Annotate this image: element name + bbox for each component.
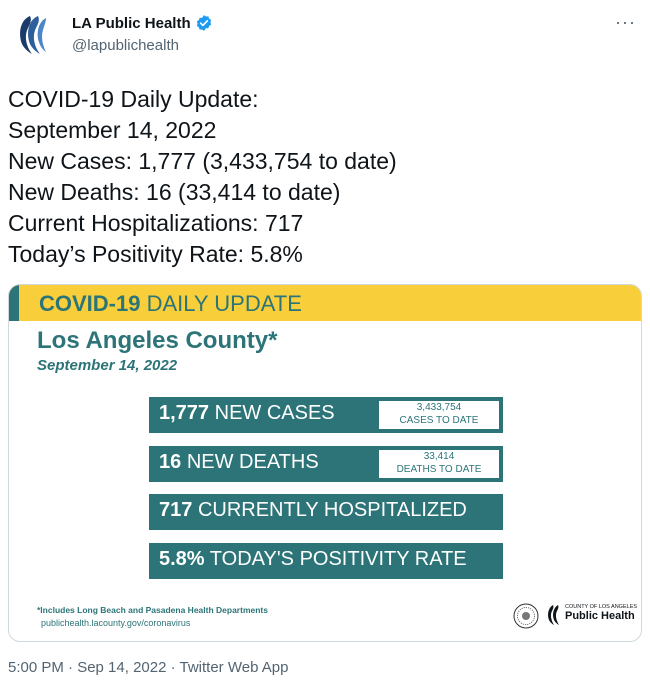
banner-title-rest: DAILY UPDATE	[146, 291, 302, 316]
tweet-line: Current Hospitalizations: 717	[8, 210, 304, 236]
stat-value: 717	[159, 499, 193, 521]
stat-value: 5.8%	[159, 548, 205, 570]
tweet-image[interactable]	[8, 284, 642, 642]
stat-value: 1,777	[159, 402, 210, 424]
stat-to-date-label: CASES TO DATE	[399, 415, 479, 426]
logo-subtitle: COUNTY OF LOS ANGELES	[565, 604, 638, 610]
stat-text: NEW CASES	[214, 402, 335, 424]
banner-title-bold: COVID-19	[39, 291, 141, 316]
update-banner	[9, 285, 641, 321]
stat-new-cases	[149, 397, 503, 433]
avatar[interactable]	[8, 8, 58, 58]
stat-to-date	[379, 450, 499, 478]
tweet-line: September 14, 2022	[8, 117, 217, 143]
tweet-line: New Cases: 1,777 (3,433,754 to date)	[8, 148, 397, 174]
account-name-text[interactable]: LA Public Health	[72, 14, 191, 32]
stat-to-date-value: 33,414	[423, 451, 455, 462]
stat-to-date-value: 3,433,754	[416, 402, 462, 413]
stat-label	[159, 451, 319, 474]
stat-label	[159, 548, 467, 571]
tweet-line: New Deaths: 16 (33,414 to date)	[8, 179, 341, 205]
stat-label	[159, 402, 335, 425]
account-handle[interactable]: @lapublichealth	[72, 37, 179, 54]
more-options-icon[interactable]: ···	[615, 12, 636, 32]
county-heading: Los Angeles County*	[37, 327, 278, 354]
tweet-line: COVID-19 Daily Update:	[8, 86, 259, 112]
stat-to-date	[379, 401, 499, 429]
stat-text: TODAY'S POSITIVITY RATE	[209, 548, 467, 570]
stat-text: CURRENTLY HOSPITALIZED	[197, 499, 467, 521]
stat-value: 16	[159, 451, 182, 473]
tweet-line: Today’s Positivity Rate: 5.8%	[8, 241, 303, 267]
stat-hospitalized	[149, 494, 503, 530]
tweet-text	[8, 84, 397, 270]
verified-badge-icon	[195, 14, 213, 32]
account-name[interactable]	[72, 14, 213, 32]
stat-label	[159, 499, 467, 522]
card-footnote: *Includes Long Beach and Pasadena Health Departments	[37, 605, 268, 615]
banner-accent-bar	[9, 285, 19, 321]
tweet-timestamp[interactable]: 5:00 PM · Sep 14, 2022 · Twitter Web App	[8, 659, 289, 676]
stat-new-deaths	[149, 446, 503, 482]
banner-title	[39, 291, 302, 317]
card-date: September 14, 2022	[37, 357, 178, 374]
lapublichealth-logo-icon	[8, 8, 58, 58]
stat-text: NEW DEATHS	[186, 451, 319, 473]
stat-to-date-label: DEATHS TO DATE	[396, 464, 482, 475]
public-health-logo-icon	[545, 603, 563, 627]
logo-title: Public Health	[565, 610, 635, 622]
county-seal-icon	[513, 603, 539, 629]
stat-positivity-rate	[149, 543, 503, 579]
card-website: publichealth.lacounty.gov/coronavirus	[41, 618, 191, 628]
public-health-logo	[545, 603, 638, 627]
